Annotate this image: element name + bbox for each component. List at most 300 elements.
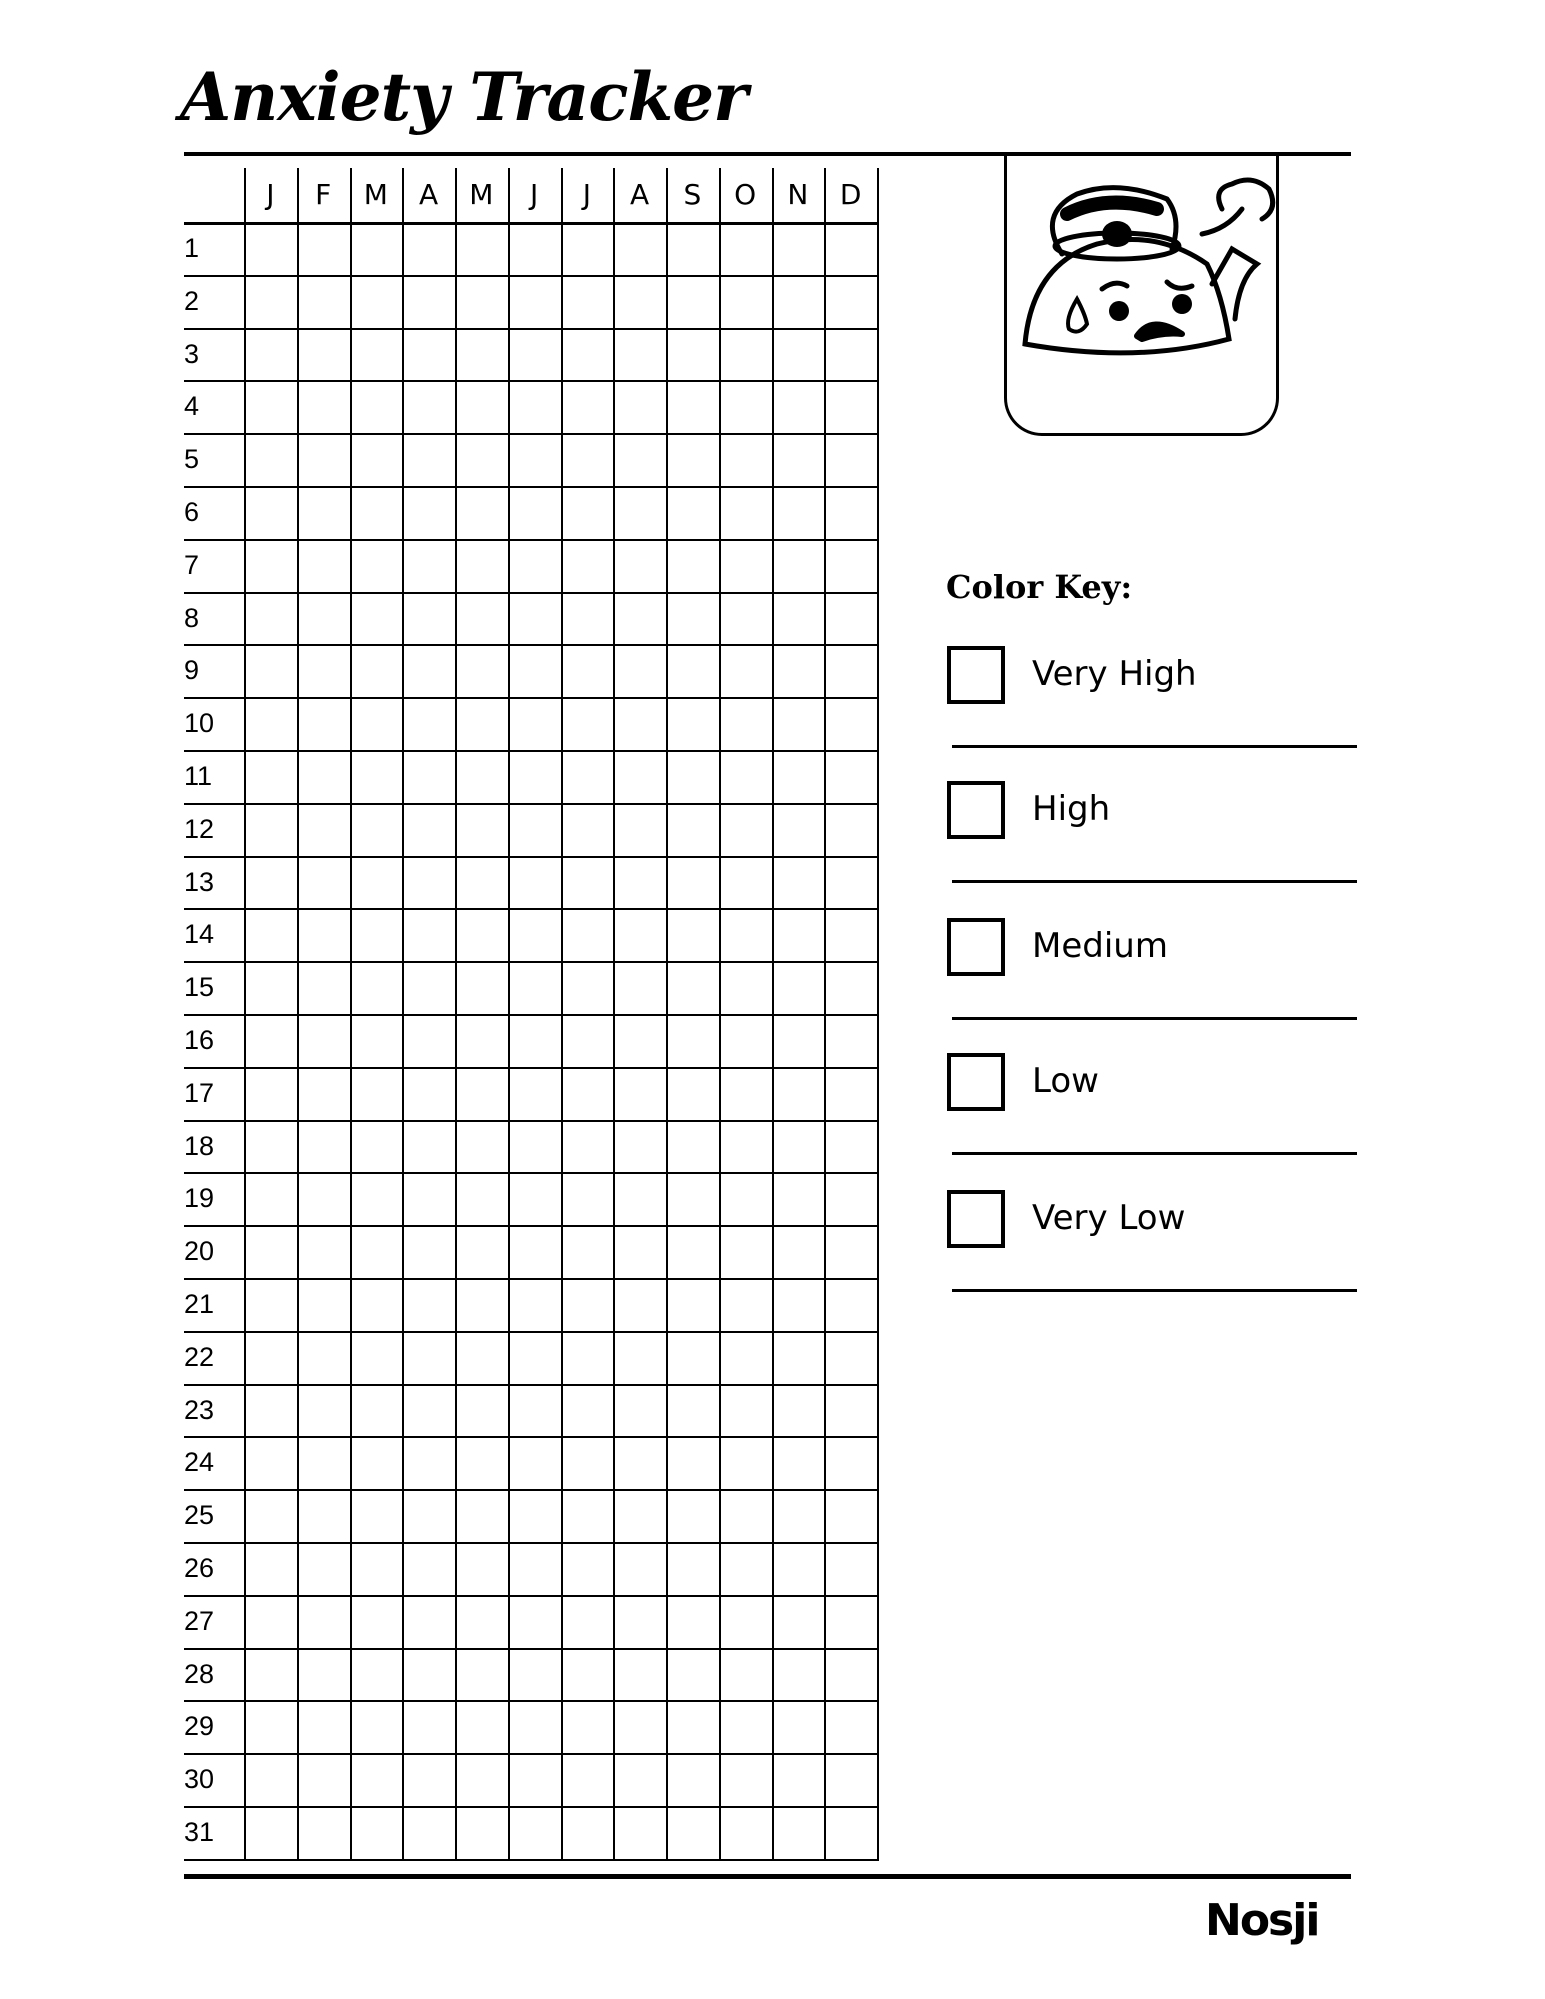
- tracker-cell[interactable]: [826, 277, 877, 328]
- tracker-cell[interactable]: [299, 1491, 350, 1542]
- tracker-cell[interactable]: [246, 330, 297, 381]
- tracker-cell[interactable]: [721, 1122, 772, 1173]
- tracker-cell[interactable]: [510, 1016, 561, 1067]
- tracker-cell[interactable]: [457, 1702, 508, 1753]
- tracker-cell[interactable]: [457, 805, 508, 856]
- tracker-cell[interactable]: [510, 752, 561, 803]
- tracker-cell[interactable]: [404, 858, 455, 909]
- tracker-cell[interactable]: [510, 1069, 561, 1120]
- tracker-cell[interactable]: [668, 1069, 719, 1120]
- tracker-cell[interactable]: [774, 488, 825, 539]
- tracker-cell[interactable]: [299, 435, 350, 486]
- tracker-cell[interactable]: [774, 963, 825, 1014]
- tracker-cell[interactable]: [404, 805, 455, 856]
- tracker-cell[interactable]: [352, 646, 403, 697]
- tracker-cell[interactable]: [615, 1438, 666, 1489]
- tracker-cell[interactable]: [457, 488, 508, 539]
- tracker-cell[interactable]: [457, 752, 508, 803]
- tracker-cell[interactable]: [404, 752, 455, 803]
- tracker-cell[interactable]: [404, 963, 455, 1014]
- tracker-cell[interactable]: [299, 1069, 350, 1120]
- tracker-cell[interactable]: [457, 1333, 508, 1384]
- tracker-cell[interactable]: [721, 1227, 772, 1278]
- tracker-cell[interactable]: [404, 1174, 455, 1225]
- tracker-cell[interactable]: [826, 435, 877, 486]
- tracker-cell[interactable]: [246, 1650, 297, 1701]
- tracker-cell[interactable]: [774, 1280, 825, 1331]
- tracker-cell[interactable]: [668, 1122, 719, 1173]
- tracker-cell[interactable]: [299, 1755, 350, 1806]
- tracker-cell[interactable]: [721, 1597, 772, 1648]
- tracker-cell[interactable]: [246, 1386, 297, 1437]
- tracker-cell[interactable]: [826, 1597, 877, 1648]
- tracker-cell[interactable]: [299, 1016, 350, 1067]
- tracker-cell[interactable]: [615, 435, 666, 486]
- tracker-cell[interactable]: [404, 330, 455, 381]
- tracker-cell[interactable]: [615, 488, 666, 539]
- tracker-cell[interactable]: [352, 1122, 403, 1173]
- tracker-cell[interactable]: [510, 1755, 561, 1806]
- tracker-cell[interactable]: [615, 805, 666, 856]
- tracker-cell[interactable]: [510, 1491, 561, 1542]
- tracker-cell[interactable]: [721, 1386, 772, 1437]
- tracker-cell[interactable]: [668, 1650, 719, 1701]
- tracker-cell[interactable]: [510, 224, 561, 275]
- color-swatch-box[interactable]: [947, 918, 1005, 976]
- tracker-cell[interactable]: [246, 1808, 297, 1859]
- tracker-cell[interactable]: [246, 646, 297, 697]
- tracker-cell[interactable]: [774, 1227, 825, 1278]
- tracker-cell[interactable]: [615, 224, 666, 275]
- tracker-cell[interactable]: [404, 1597, 455, 1648]
- tracker-cell[interactable]: [352, 330, 403, 381]
- tracker-cell[interactable]: [352, 1386, 403, 1437]
- tracker-cell[interactable]: [668, 330, 719, 381]
- tracker-cell[interactable]: [615, 963, 666, 1014]
- tracker-cell[interactable]: [563, 1174, 614, 1225]
- tracker-cell[interactable]: [299, 1386, 350, 1437]
- tracker-cell[interactable]: [826, 382, 877, 433]
- tracker-cell[interactable]: [774, 1386, 825, 1437]
- tracker-cell[interactable]: [721, 699, 772, 750]
- tracker-cell[interactable]: [352, 435, 403, 486]
- tracker-cell[interactable]: [510, 1438, 561, 1489]
- tracker-cell[interactable]: [404, 910, 455, 961]
- tracker-cell[interactable]: [615, 752, 666, 803]
- tracker-cell[interactable]: [774, 1755, 825, 1806]
- tracker-cell[interactable]: [299, 1227, 350, 1278]
- tracker-cell[interactable]: [563, 1016, 614, 1067]
- tracker-cell[interactable]: [615, 858, 666, 909]
- tracker-cell[interactable]: [563, 646, 614, 697]
- tracker-cell[interactable]: [668, 1808, 719, 1859]
- tracker-cell[interactable]: [404, 1333, 455, 1384]
- tracker-cell[interactable]: [615, 910, 666, 961]
- tracker-cell[interactable]: [510, 1544, 561, 1595]
- tracker-cell[interactable]: [404, 1386, 455, 1437]
- tracker-cell[interactable]: [510, 1650, 561, 1701]
- tracker-cell[interactable]: [615, 699, 666, 750]
- tracker-cell[interactable]: [246, 435, 297, 486]
- tracker-cell[interactable]: [246, 910, 297, 961]
- tracker-cell[interactable]: [615, 1386, 666, 1437]
- tracker-cell[interactable]: [246, 1280, 297, 1331]
- tracker-cell[interactable]: [615, 1808, 666, 1859]
- tracker-cell[interactable]: [721, 805, 772, 856]
- tracker-cell[interactable]: [721, 910, 772, 961]
- tracker-cell[interactable]: [774, 805, 825, 856]
- tracker-cell[interactable]: [510, 277, 561, 328]
- tracker-cell[interactable]: [510, 910, 561, 961]
- tracker-cell[interactable]: [563, 1491, 614, 1542]
- tracker-cell[interactable]: [826, 1808, 877, 1859]
- tracker-cell[interactable]: [563, 805, 614, 856]
- tracker-cell[interactable]: [299, 1333, 350, 1384]
- tracker-cell[interactable]: [457, 1280, 508, 1331]
- tracker-cell[interactable]: [826, 646, 877, 697]
- tracker-cell[interactable]: [668, 1386, 719, 1437]
- tracker-cell[interactable]: [563, 435, 614, 486]
- tracker-cell[interactable]: [457, 224, 508, 275]
- tracker-cell[interactable]: [404, 594, 455, 645]
- tracker-cell[interactable]: [668, 1597, 719, 1648]
- tracker-cell[interactable]: [774, 382, 825, 433]
- tracker-cell[interactable]: [246, 752, 297, 803]
- tracker-cell[interactable]: [352, 699, 403, 750]
- tracker-cell[interactable]: [668, 435, 719, 486]
- tracker-cell[interactable]: [774, 1438, 825, 1489]
- tracker-cell[interactable]: [299, 1702, 350, 1753]
- tracker-cell[interactable]: [299, 541, 350, 592]
- tracker-cell[interactable]: [510, 1280, 561, 1331]
- tracker-cell[interactable]: [774, 1333, 825, 1384]
- tracker-cell[interactable]: [352, 382, 403, 433]
- tracker-cell[interactable]: [299, 805, 350, 856]
- tracker-cell[interactable]: [774, 1544, 825, 1595]
- tracker-cell[interactable]: [774, 435, 825, 486]
- tracker-cell[interactable]: [352, 1702, 403, 1753]
- tracker-cell[interactable]: [668, 1544, 719, 1595]
- tracker-cell[interactable]: [510, 1597, 561, 1648]
- tracker-cell[interactable]: [510, 382, 561, 433]
- tracker-cell[interactable]: [563, 277, 614, 328]
- tracker-cell[interactable]: [826, 752, 877, 803]
- tracker-cell[interactable]: [457, 1069, 508, 1120]
- tracker-cell[interactable]: [299, 1597, 350, 1648]
- tracker-cell[interactable]: [615, 541, 666, 592]
- tracker-cell[interactable]: [563, 541, 614, 592]
- tracker-cell[interactable]: [721, 1333, 772, 1384]
- tracker-cell[interactable]: [299, 488, 350, 539]
- tracker-cell[interactable]: [563, 1386, 614, 1437]
- tracker-cell[interactable]: [668, 805, 719, 856]
- tracker-cell[interactable]: [826, 910, 877, 961]
- tracker-cell[interactable]: [721, 330, 772, 381]
- tracker-cell[interactable]: [826, 1386, 877, 1437]
- tracker-cell[interactable]: [510, 858, 561, 909]
- tracker-cell[interactable]: [721, 1808, 772, 1859]
- tracker-cell[interactable]: [352, 910, 403, 961]
- tracker-cell[interactable]: [668, 1702, 719, 1753]
- tracker-cell[interactable]: [615, 1755, 666, 1806]
- tracker-cell[interactable]: [615, 1227, 666, 1278]
- tracker-cell[interactable]: [668, 1227, 719, 1278]
- tracker-cell[interactable]: [404, 699, 455, 750]
- tracker-cell[interactable]: [774, 1069, 825, 1120]
- tracker-cell[interactable]: [352, 1280, 403, 1331]
- tracker-cell[interactable]: [299, 330, 350, 381]
- tracker-cell[interactable]: [721, 1650, 772, 1701]
- tracker-cell[interactable]: [299, 1122, 350, 1173]
- tracker-cell[interactable]: [352, 1544, 403, 1595]
- tracker-cell[interactable]: [615, 1280, 666, 1331]
- tracker-cell[interactable]: [563, 1597, 614, 1648]
- tracker-cell[interactable]: [563, 1544, 614, 1595]
- tracker-cell[interactable]: [774, 1122, 825, 1173]
- tracker-cell[interactable]: [352, 594, 403, 645]
- tracker-cell[interactable]: [457, 1491, 508, 1542]
- tracker-cell[interactable]: [457, 435, 508, 486]
- tracker-cell[interactable]: [457, 541, 508, 592]
- tracker-cell[interactable]: [404, 488, 455, 539]
- tracker-cell[interactable]: [299, 699, 350, 750]
- tracker-cell[interactable]: [563, 858, 614, 909]
- tracker-cell[interactable]: [721, 541, 772, 592]
- tracker-cell[interactable]: [668, 858, 719, 909]
- tracker-cell[interactable]: [246, 1491, 297, 1542]
- tracker-cell[interactable]: [721, 646, 772, 697]
- tracker-cell[interactable]: [510, 488, 561, 539]
- tracker-cell[interactable]: [246, 594, 297, 645]
- tracker-cell[interactable]: [721, 1069, 772, 1120]
- color-swatch-box[interactable]: [947, 1053, 1005, 1111]
- tracker-cell[interactable]: [246, 277, 297, 328]
- tracker-cell[interactable]: [615, 1174, 666, 1225]
- tracker-cell[interactable]: [404, 1491, 455, 1542]
- tracker-cell[interactable]: [774, 646, 825, 697]
- tracker-cell[interactable]: [774, 1174, 825, 1225]
- tracker-cell[interactable]: [246, 858, 297, 909]
- tracker-cell[interactable]: [510, 435, 561, 486]
- tracker-cell[interactable]: [457, 1650, 508, 1701]
- tracker-cell[interactable]: [352, 1227, 403, 1278]
- tracker-cell[interactable]: [457, 1808, 508, 1859]
- tracker-cell[interactable]: [615, 1597, 666, 1648]
- tracker-cell[interactable]: [563, 752, 614, 803]
- tracker-cell[interactable]: [826, 1122, 877, 1173]
- tracker-cell[interactable]: [457, 1174, 508, 1225]
- tracker-cell[interactable]: [457, 699, 508, 750]
- tracker-cell[interactable]: [721, 594, 772, 645]
- tracker-cell[interactable]: [404, 1755, 455, 1806]
- tracker-cell[interactable]: [668, 1174, 719, 1225]
- tracker-cell[interactable]: [721, 224, 772, 275]
- tracker-cell[interactable]: [352, 277, 403, 328]
- tracker-cell[interactable]: [826, 1702, 877, 1753]
- tracker-cell[interactable]: [826, 1755, 877, 1806]
- tracker-cell[interactable]: [563, 1438, 614, 1489]
- tracker-cell[interactable]: [615, 1016, 666, 1067]
- tracker-cell[interactable]: [457, 382, 508, 433]
- tracker-cell[interactable]: [457, 1544, 508, 1595]
- tracker-cell[interactable]: [457, 1438, 508, 1489]
- tracker-cell[interactable]: [299, 277, 350, 328]
- tracker-cell[interactable]: [404, 646, 455, 697]
- tracker-cell[interactable]: [404, 1650, 455, 1701]
- tracker-cell[interactable]: [299, 1438, 350, 1489]
- tracker-cell[interactable]: [826, 594, 877, 645]
- tracker-cell[interactable]: [721, 1174, 772, 1225]
- tracker-cell[interactable]: [299, 382, 350, 433]
- tracker-cell[interactable]: [457, 1122, 508, 1173]
- tracker-cell[interactable]: [826, 1016, 877, 1067]
- tracker-cell[interactable]: [457, 277, 508, 328]
- tracker-cell[interactable]: [246, 1597, 297, 1648]
- tracker-cell[interactable]: [721, 1491, 772, 1542]
- tracker-cell[interactable]: [246, 382, 297, 433]
- tracker-cell[interactable]: [457, 910, 508, 961]
- tracker-cell[interactable]: [246, 1333, 297, 1384]
- tracker-cell[interactable]: [615, 382, 666, 433]
- tracker-cell[interactable]: [826, 330, 877, 381]
- tracker-cell[interactable]: [404, 1016, 455, 1067]
- tracker-cell[interactable]: [774, 594, 825, 645]
- tracker-cell[interactable]: [721, 1016, 772, 1067]
- tracker-cell[interactable]: [774, 1491, 825, 1542]
- tracker-cell[interactable]: [246, 699, 297, 750]
- tracker-cell[interactable]: [352, 488, 403, 539]
- tracker-cell[interactable]: [563, 910, 614, 961]
- tracker-cell[interactable]: [721, 1755, 772, 1806]
- tracker-cell[interactable]: [826, 963, 877, 1014]
- tracker-cell[interactable]: [299, 224, 350, 275]
- tracker-cell[interactable]: [404, 1544, 455, 1595]
- tracker-cell[interactable]: [826, 1174, 877, 1225]
- tracker-cell[interactable]: [457, 594, 508, 645]
- tracker-cell[interactable]: [615, 1650, 666, 1701]
- tracker-cell[interactable]: [299, 858, 350, 909]
- tracker-cell[interactable]: [510, 805, 561, 856]
- tracker-cell[interactable]: [510, 541, 561, 592]
- tracker-cell[interactable]: [615, 646, 666, 697]
- tracker-cell[interactable]: [668, 277, 719, 328]
- tracker-cell[interactable]: [563, 330, 614, 381]
- tracker-cell[interactable]: [668, 1438, 719, 1489]
- tracker-cell[interactable]: [615, 1491, 666, 1542]
- tracker-cell[interactable]: [721, 277, 772, 328]
- tracker-cell[interactable]: [510, 1808, 561, 1859]
- tracker-cell[interactable]: [563, 1650, 614, 1701]
- tracker-cell[interactable]: [299, 646, 350, 697]
- tracker-cell[interactable]: [404, 382, 455, 433]
- tracker-cell[interactable]: [246, 963, 297, 1014]
- tracker-cell[interactable]: [457, 646, 508, 697]
- color-swatch-box[interactable]: [947, 781, 1005, 839]
- tracker-cell[interactable]: [826, 1491, 877, 1542]
- tracker-cell[interactable]: [299, 1650, 350, 1701]
- tracker-cell[interactable]: [404, 1702, 455, 1753]
- tracker-cell[interactable]: [774, 1808, 825, 1859]
- tracker-cell[interactable]: [246, 805, 297, 856]
- tracker-cell[interactable]: [404, 277, 455, 328]
- tracker-cell[interactable]: [563, 1122, 614, 1173]
- tracker-cell[interactable]: [510, 1702, 561, 1753]
- tracker-cell[interactable]: [352, 1808, 403, 1859]
- tracker-cell[interactable]: [352, 963, 403, 1014]
- tracker-cell[interactable]: [352, 541, 403, 592]
- tracker-cell[interactable]: [404, 1227, 455, 1278]
- tracker-cell[interactable]: [721, 1544, 772, 1595]
- tracker-cell[interactable]: [826, 1227, 877, 1278]
- tracker-cell[interactable]: [615, 1702, 666, 1753]
- tracker-cell[interactable]: [826, 858, 877, 909]
- tracker-cell[interactable]: [721, 382, 772, 433]
- tracker-cell[interactable]: [668, 699, 719, 750]
- tracker-cell[interactable]: [510, 699, 561, 750]
- tracker-cell[interactable]: [668, 1755, 719, 1806]
- tracker-cell[interactable]: [563, 1755, 614, 1806]
- tracker-cell[interactable]: [668, 1491, 719, 1542]
- tracker-cell[interactable]: [246, 1122, 297, 1173]
- tracker-cell[interactable]: [246, 1438, 297, 1489]
- tracker-cell[interactable]: [246, 1755, 297, 1806]
- tracker-cell[interactable]: [668, 594, 719, 645]
- tracker-cell[interactable]: [246, 1016, 297, 1067]
- tracker-cell[interactable]: [352, 224, 403, 275]
- tracker-cell[interactable]: [246, 541, 297, 592]
- tracker-cell[interactable]: [457, 1755, 508, 1806]
- tracker-cell[interactable]: [668, 541, 719, 592]
- tracker-cell[interactable]: [404, 1069, 455, 1120]
- tracker-cell[interactable]: [352, 1755, 403, 1806]
- tracker-cell[interactable]: [721, 963, 772, 1014]
- tracker-cell[interactable]: [246, 1069, 297, 1120]
- tracker-cell[interactable]: [668, 488, 719, 539]
- tracker-cell[interactable]: [299, 1280, 350, 1331]
- tracker-cell[interactable]: [457, 1227, 508, 1278]
- tracker-cell[interactable]: [721, 858, 772, 909]
- tracker-cell[interactable]: [615, 1544, 666, 1595]
- tracker-cell[interactable]: [246, 488, 297, 539]
- tracker-cell[interactable]: [457, 1016, 508, 1067]
- tracker-cell[interactable]: [352, 1438, 403, 1489]
- tracker-cell[interactable]: [510, 1174, 561, 1225]
- tracker-cell[interactable]: [563, 594, 614, 645]
- tracker-cell[interactable]: [563, 1227, 614, 1278]
- tracker-cell[interactable]: [563, 1069, 614, 1120]
- tracker-cell[interactable]: [352, 1174, 403, 1225]
- tracker-cell[interactable]: [721, 1702, 772, 1753]
- tracker-cell[interactable]: [668, 1016, 719, 1067]
- tracker-cell[interactable]: [774, 330, 825, 381]
- tracker-cell[interactable]: [510, 330, 561, 381]
- tracker-cell[interactable]: [774, 1597, 825, 1648]
- tracker-cell[interactable]: [668, 382, 719, 433]
- tracker-cell[interactable]: [826, 224, 877, 275]
- tracker-cell[interactable]: [457, 1386, 508, 1437]
- tracker-cell[interactable]: [826, 1333, 877, 1384]
- tracker-cell[interactable]: [246, 1227, 297, 1278]
- tracker-cell[interactable]: [404, 541, 455, 592]
- tracker-cell[interactable]: [774, 277, 825, 328]
- tracker-cell[interactable]: [457, 858, 508, 909]
- tracker-cell[interactable]: [510, 963, 561, 1014]
- tracker-cell[interactable]: [563, 488, 614, 539]
- tracker-cell[interactable]: [774, 910, 825, 961]
- tracker-cell[interactable]: [404, 435, 455, 486]
- tracker-cell[interactable]: [246, 1544, 297, 1595]
- tracker-cell[interactable]: [563, 1280, 614, 1331]
